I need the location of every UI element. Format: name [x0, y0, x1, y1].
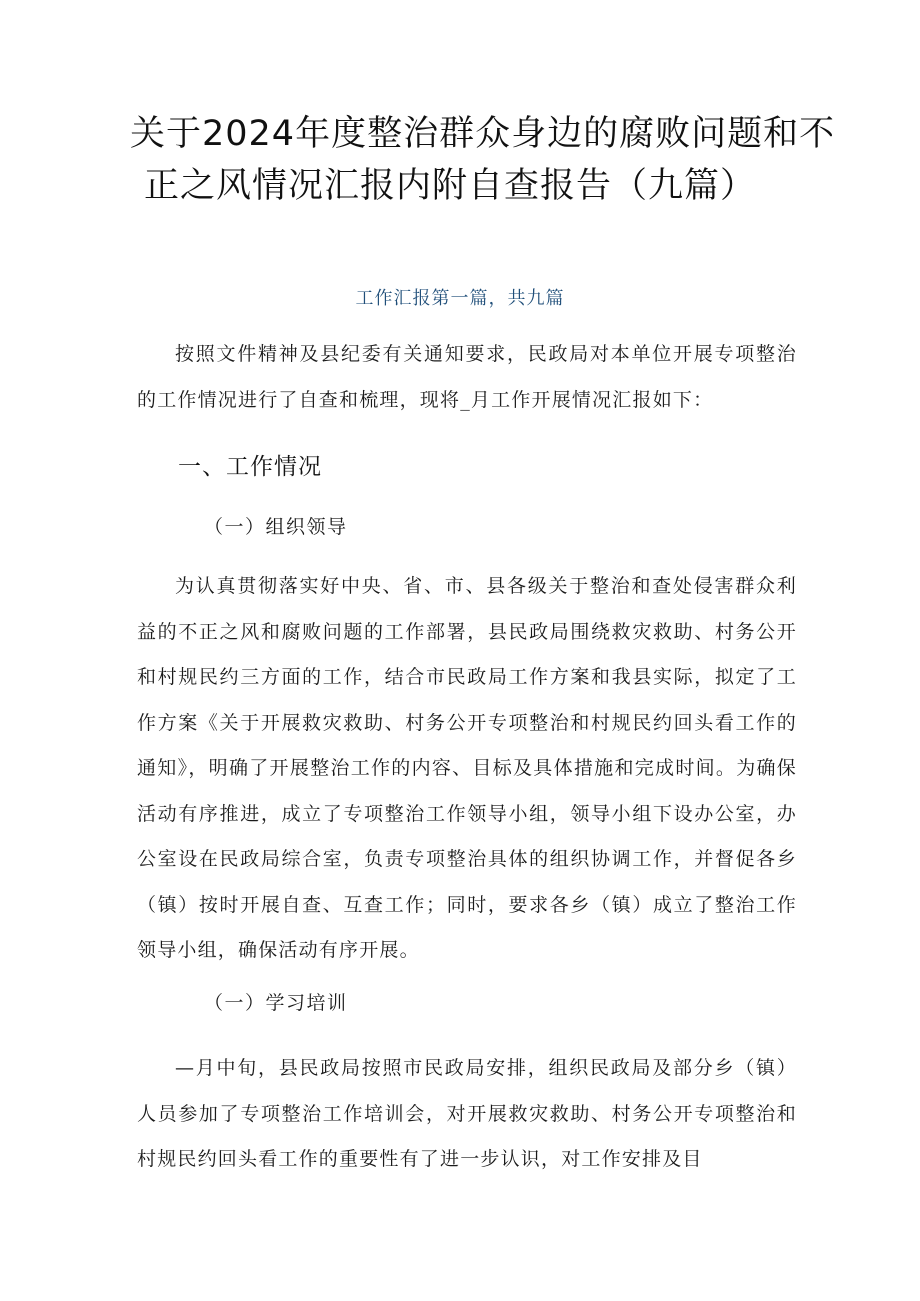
subsection-heading-organization: （一）组织领导	[204, 516, 348, 538]
document-subtitle: 工作汇报第一篇，共九篇	[355, 288, 565, 309]
intro-paragraph: 按照文件精神及县纪委有关通知要求，民政局对本单位开展专项整治的工作情况进行了自查和梳理，现将_月工作开展情况汇报如下：	[137, 343, 797, 411]
organization-paragraph: 为认真贯彻落实好中央、省、市、县各级关于整治和查处侵害群众利益的不正之风和腐败问题的工作部署，县民政局围绕救灾救助、村务公开和村规民约三方面的工作，结合市民政局工作方案和我县实际，拟定了工作方案《关于开展救灾救助、村务公开专项整治和村规民约回头看工作的通知》，明确了开展整治工作的内容、目标及具体措施和完成时间。为确保活动有序推进，成立了专项整治工作领导小组，领导小组下设办公室，办公室设在民政局综合室，负责专项整治具体的组织协调工作，并督促各乡（镇）按时开展自查、互查工作；同时，要求各乡（镇）成立了整治工作领导小组，确保活动有序开展。	[137, 575, 797, 961]
document-title	[130, 108, 836, 212]
training-paragraph: —月中旬，县民政局按照市民政局安排，组织民政局及部分乡（镇）人员参加了专项整治工作培训会，对开展救灾救助、村务公开专项整治和村规民约回头看工作的重要性有了进一步认识，对工作安排及目	[137, 1057, 797, 1170]
section-heading-work-status: 一、工作情况	[178, 454, 322, 480]
subsection-heading-training: （一）学习培训	[204, 992, 348, 1014]
title-line-2: 正之风情况汇报内附自查报告（九篇）	[144, 166, 757, 206]
title-line-1: 关于2024年度整治群众身边的腐败问题和不	[130, 114, 836, 154]
